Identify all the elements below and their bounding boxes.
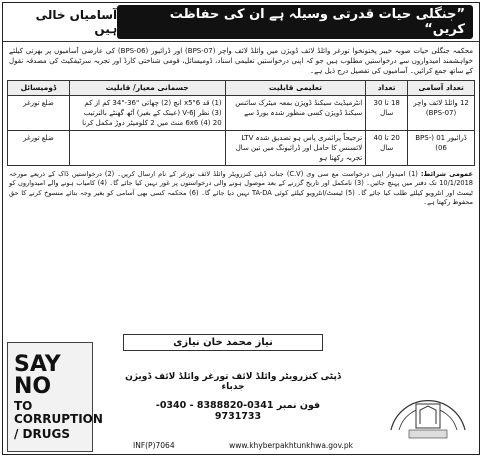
general-terms [3,166,479,212]
row-post: 12 وائلڈ لائف واچر (BPS-07) [408,96,475,131]
ad-header [3,3,479,42]
table-header-row [8,81,475,96]
website-link[interactable]: www.khyberpakhtunkhwa.gov.pk [229,441,353,450]
say-no-text: SAY NO [14,351,61,399]
contact-phones: فون نمبر 0341-8388820 - 0340-9731733 [155,400,321,422]
row-age: 18 تا 30 سال [366,96,408,131]
kp-government-logo [383,368,473,448]
col-domicile: ڈومیسائل [8,81,70,96]
row-physical [69,131,225,166]
inf-reference: INF(P)7064 [133,441,175,450]
row-education: انٹرمیڈیٹ سیکنڈ ڈویژن بمعہ میٹرک سائنس سیکنڈ ڈویژن کسی منظور شدہ بورڈ سے [225,96,366,131]
say-no-banner [7,342,103,452]
job-advertisement [2,2,480,455]
terms-text: (1) امیدوار اپنی درخواست مع سی وی (C.V) جناب ڈپٹی کنزرویٹر وائلڈ لائف تورغر کے نام ارسال کریں۔ (2) درخواستیں ڈاک کے ذریعے مورخہ 10/1/2018 تک دفتر میں پہنچ جائیں۔ (3) نامکمل اور تاریخ گزرنے کے بعد موصول ہونے والی درخواستوں پر غور نہیں کیا جائے گا۔ (4) کامیاب ہونے والے امیدواروں کو ٹیسٹ اور انٹرویو کیلئے طلب کیا جائے گا۔ (5) ٹیسٹ/انٹرویو کیلئے کوئی TA-DA نہیں دیا جائے گا۔ (6) محکمہ کسی بھی آسامی کو بغیر وجہ بتائے منسوخ کرنے کا حق محفوظ رکھتا ہے۔ [9,170,473,207]
row-physical: (1) قد 6"x5 انچ (2) چھاتی "36-"34 کم از کم (3) نظر V-6J (عینک کے بغیر) آٹھ گھنٹے بالترتیب 6x6 (4) 20 منٹ میں 2 کلومیٹر دوڑ مکمل کرنا [69,96,225,131]
col-post: تعداد آسامی [408,81,475,96]
row-post: ڈرائیور 01 (BPS-06) [408,131,475,166]
table-row [8,131,475,166]
row-education: ترجیحاً پرائمری پاس ہو تصدیق شدہ LTV لائسنس کا حامل اور ڈرائیونگ میں تین سال تجربہ رکھتا ہو [225,131,366,166]
corruption-text: TO CORRUPTION [14,398,103,426]
col-physical: جسمانی معیار/ قابلیت [69,81,225,96]
col-age: تعداد [366,81,408,96]
signatory-name: نیاز محمد خان نیازی [123,334,323,351]
drugs-text: / DRUGS [14,426,70,441]
row-domicile: ضلع تورغر [8,131,70,166]
intro-paragraph: محکمہ جنگلی حیات صوبہ خیبر پختونخوا تورغر وائلڈ لائف ڈویژن میں وائلڈ لائف واچر (BPS-07) اور ڈرائیور (BPS-06) کی عارضی آسامیوں پر بھرتی کیلئے خواہشمند امیدواروں سے درخواستیں مطلوب ہیں جو کہ اپنی درخواستیں تعلیمی اسناد، ڈومیسائل، قومی شناختی کارڈ اور تجربہ سرٹیفکیٹ کی مصدقہ نقول کے ساتھ جمع کرائیں۔ آسامیوں کی تفصیل درج ذیل ہے۔ [9,47,474,75]
ad-footer [3,330,479,454]
signatory-designation: ڈپٹی کنزرویٹر وائلڈ لائف تورغر وائلڈ لائف ڈویژن جدباء [125,372,341,392]
row-domicile: ضلع تورغر [8,96,70,131]
reforming-seal-icon [383,368,473,448]
row-age: 20 تا 40 سال [366,131,408,166]
header-vacancies-title: آسامیاں خالی ہیں [35,8,118,36]
vacancy-table [7,80,475,166]
table-row [8,96,475,131]
col-education: تعلیمی قابلیت [225,81,366,96]
terms-title: عمومی شرائط: [420,170,473,178]
header-slogan: ”جنگلی حیات قدرتی وسیلہ ہے ان کی حفاظت کریں“ [117,5,473,39]
footer-reference [133,441,353,450]
